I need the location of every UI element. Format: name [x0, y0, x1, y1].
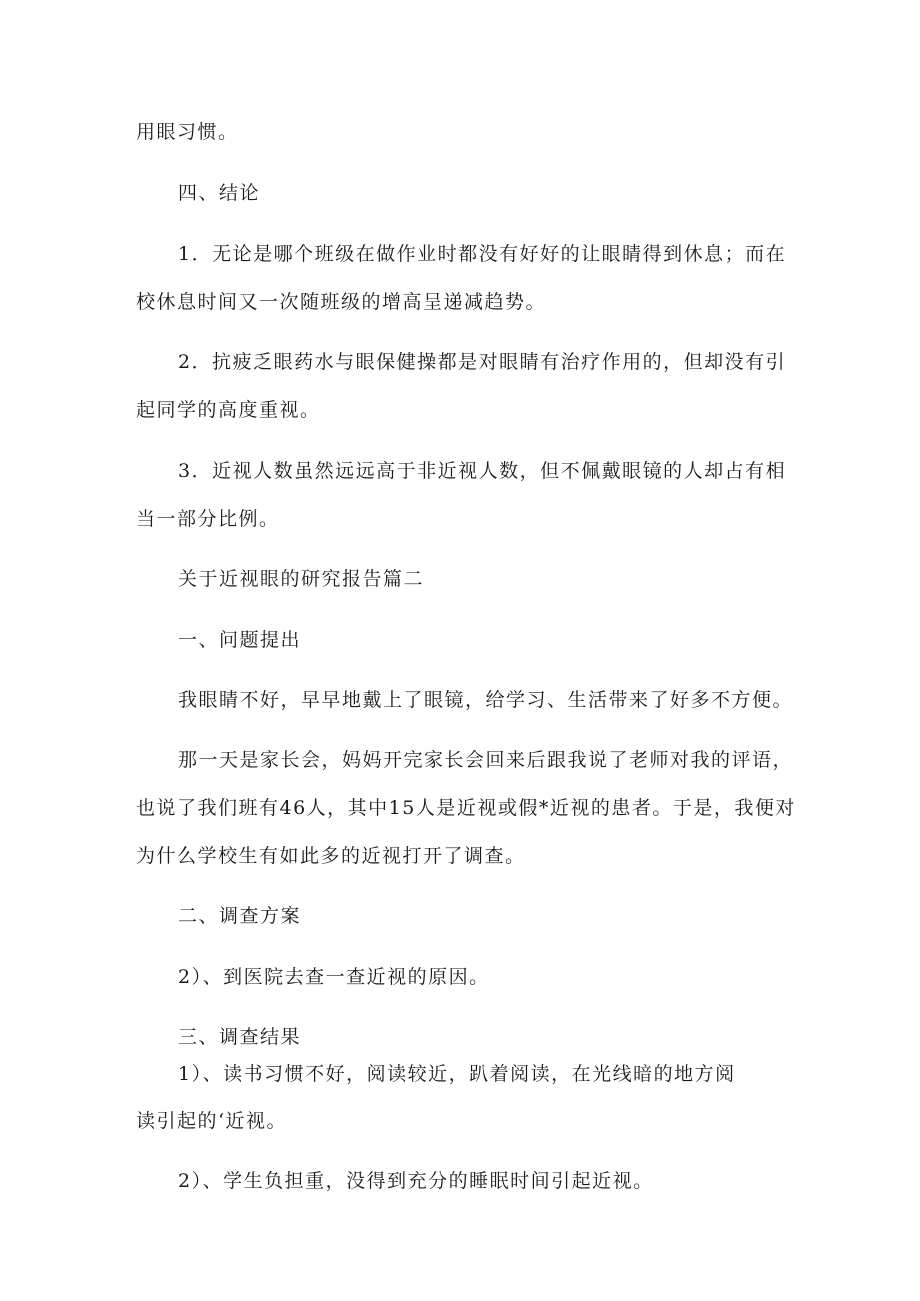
section-heading-conclusion: 四、结论 — [178, 182, 261, 204]
report-title: 关于近视眼的研究报告篇二 — [178, 568, 425, 590]
paragraph-line: 那一天是家长会，妈妈开完家长会回来后跟我说了老师对我的评语， — [178, 749, 794, 771]
result-item-1-line-1: 1）、读书习惯不好，阅读较近，趴着阅读，在光线暗的地方阅 — [178, 1063, 736, 1085]
result-item-2: 2）、学生负担重，没得到充分的睡眠时间引起近视。 — [178, 1170, 654, 1192]
conclusion-item-1-line-1: 1．无论是哪个班级在做作业时都没有好好的让眼睛得到休息；而在 — [178, 243, 787, 265]
conclusion-item-1-line-2: 校休息时间又一次随班级的增高呈递减趋势。 — [136, 291, 547, 313]
section-heading-results: 三、调查结果 — [178, 1026, 302, 1048]
paragraph-line: 我眼睛不好，早早地戴上了眼镜，给学习、生活带来了好多不方便。 — [178, 689, 794, 711]
section-heading-plan: 二、调查方案 — [178, 905, 302, 927]
paragraph-line: 也说了我们班有46人，其中15人是近视或假*近视的患者。于是，我便对 — [136, 797, 796, 819]
paragraph-line: 用眼习惯。 — [136, 121, 239, 143]
result-item-1-line-2: 读引起的‘近视。 — [136, 1110, 288, 1132]
conclusion-item-3-line-1: 3．近视人数虽然远远高于非近视人数，但不佩戴眼镜的人却占有相 — [178, 460, 787, 482]
section-heading-problem: 一、问题提出 — [178, 629, 302, 651]
conclusion-item-3-line-2: 当一部分比例。 — [136, 508, 280, 530]
plan-item-2: 2）、到医院去查一查近视的原因。 — [178, 966, 490, 988]
conclusion-item-2-line-1: 2．抗疲乏眼药水与眼保健操都是对眼睛有治疗作用的，但却没有引 — [178, 351, 787, 373]
paragraph-line: 为什么学校生有如此多的近视打开了调查。 — [136, 845, 526, 867]
conclusion-item-2-line-2: 起同学的高度重视。 — [136, 399, 321, 421]
